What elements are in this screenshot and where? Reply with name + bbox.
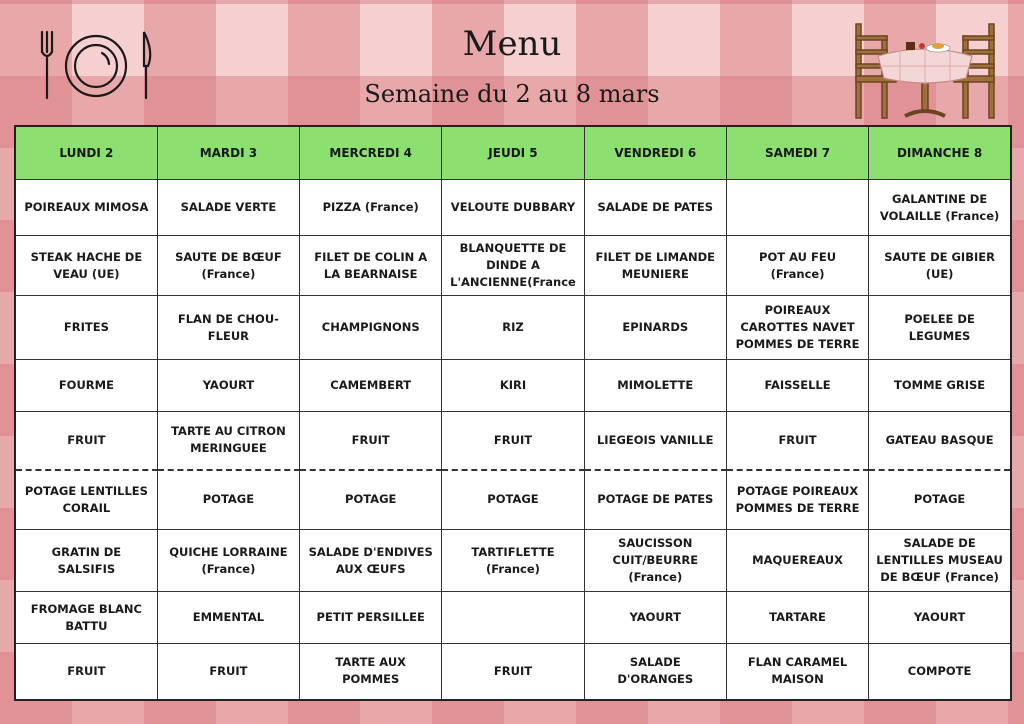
menu-cell: TARTIFLETTE (France) (442, 530, 584, 592)
menu-row (15, 530, 1011, 592)
menu-cell: FRUIT (15, 644, 157, 700)
menu-row (15, 236, 1011, 296)
menu-row (15, 412, 1011, 470)
menu-cell: TARTE AUX POMMES (300, 644, 442, 700)
day-header: JEUDI 5 (442, 126, 584, 180)
menu-cell: BLANQUETTE DE DINDE A L'ANCIENNE(France (442, 236, 584, 296)
day-header: MARDI 3 (157, 126, 299, 180)
menu-cell: FRITES (15, 296, 157, 360)
menu-cell: TARTARE (726, 592, 868, 644)
menu-row (15, 470, 1011, 530)
menu-cell: POTAGE (442, 470, 584, 530)
menu-cell: FLAN CARAMEL MAISON (726, 644, 868, 700)
menu-cell: POTAGE LENTILLES CORAIL (15, 470, 157, 530)
menu-cell: TARTE AU CITRON MERINGUEE (157, 412, 299, 470)
page-title: Menu (462, 24, 562, 64)
menu-cell: GATEAU BASQUE (869, 412, 1011, 470)
menu-cell: POTAGE POIREAUX POMMES DE TERRE (726, 470, 868, 530)
menu-row (15, 180, 1011, 236)
menu-cell: YAOURT (584, 592, 726, 644)
menu-cell: TOMME GRISE (869, 360, 1011, 412)
menu-cell: FILET DE COLIN A LA BEARNAISE (300, 236, 442, 296)
menu-cell: FRUIT (442, 412, 584, 470)
page-subtitle: Semaine du 2 au 8 mars (364, 80, 660, 108)
menu-cell: PETIT PERSILLEE (300, 592, 442, 644)
menu-cell: POT AU FEU (France) (726, 236, 868, 296)
day-header: VENDREDI 6 (584, 126, 726, 180)
menu-cell: POIREAUX MIMOSA (15, 180, 157, 236)
menu-cell: QUICHE LORRAINE (France) (157, 530, 299, 592)
menu-cell: KIRI (442, 360, 584, 412)
menu-cell: MAQUEREAUX (726, 530, 868, 592)
menu-cell: SALADE VERTE (157, 180, 299, 236)
bistro-table-icon (850, 16, 1000, 122)
menu-cell: MIMOLETTE (584, 360, 726, 412)
menu-row (15, 644, 1011, 700)
menu-cell: LIEGEOIS VANILLE (584, 412, 726, 470)
menu-cell: STEAK HACHE DE VEAU (UE) (15, 236, 157, 296)
menu-cell: EMMENTAL (157, 592, 299, 644)
menu-cell: FLAN DE CHOU-FLEUR (157, 296, 299, 360)
menu-cell: YAOURT (157, 360, 299, 412)
menu-cell: EPINARDS (584, 296, 726, 360)
menu-cell (726, 180, 868, 236)
day-header: SAMEDI 7 (726, 126, 868, 180)
menu-cell: VELOUTE DUBBARY (442, 180, 584, 236)
menu-row (15, 592, 1011, 644)
weekly-menu-table (14, 125, 1012, 701)
menu-cell: POTAGE DE PATES (584, 470, 726, 530)
menu-cell: POTAGE (869, 470, 1011, 530)
menu-cell: SAUTE DE BŒUF (France) (157, 236, 299, 296)
menu-cell: GALANTINE DE VOLAILLE (France) (869, 180, 1011, 236)
day-header-row (15, 126, 1011, 180)
menu-cell: YAOURT (869, 592, 1011, 644)
menu-cell: SALADE DE LENTILLES MUSEAU DE BŒUF (France) (869, 530, 1011, 592)
menu-cell: POELEE DE LEGUMES (869, 296, 1011, 360)
menu-cell: SALADE D'ORANGES (584, 644, 726, 700)
menu-cell: FRUIT (726, 412, 868, 470)
menu-cell: FRUIT (15, 412, 157, 470)
menu-cell: COMPOTE (869, 644, 1011, 700)
menu-cell: GRATIN DE SALSIFIS (15, 530, 157, 592)
menu-cell: FRUIT (157, 644, 299, 700)
menu-cell (442, 592, 584, 644)
menu-cell: CAMEMBERT (300, 360, 442, 412)
menu-row (15, 296, 1011, 360)
menu-cell: SALADE D'ENDIVES AUX ŒUFS (300, 530, 442, 592)
menu-cell: FROMAGE BLANC BATTU (15, 592, 157, 644)
menu-cell: CHAMPIGNONS (300, 296, 442, 360)
menu-cell: POTAGE (157, 470, 299, 530)
menu-cell: POTAGE (300, 470, 442, 530)
menu-cell: PIZZA (France) (300, 180, 442, 236)
menu-cell: SAUCISSON CUIT/BEURRE (France) (584, 530, 726, 592)
menu-cell: RIZ (442, 296, 584, 360)
menu-cell: SALADE DE PATES (584, 180, 726, 236)
page-header (0, 0, 1024, 124)
menu-cell: SAUTE DE GIBIER (UE) (869, 236, 1011, 296)
menu-cell: FRUIT (300, 412, 442, 470)
day-header: MERCREDI 4 (300, 126, 442, 180)
menu-cell: FILET DE LIMANDE MEUNIERE (584, 236, 726, 296)
day-header: DIMANCHE 8 (869, 126, 1011, 180)
menu-cell: POIREAUX CAROTTES NAVET POMMES DE TERRE (726, 296, 868, 360)
menu-cell: FOURME (15, 360, 157, 412)
menu-cell: FAISSELLE (726, 360, 868, 412)
menu-row (15, 360, 1011, 412)
day-header: LUNDI 2 (15, 126, 157, 180)
menu-cell: FRUIT (442, 644, 584, 700)
